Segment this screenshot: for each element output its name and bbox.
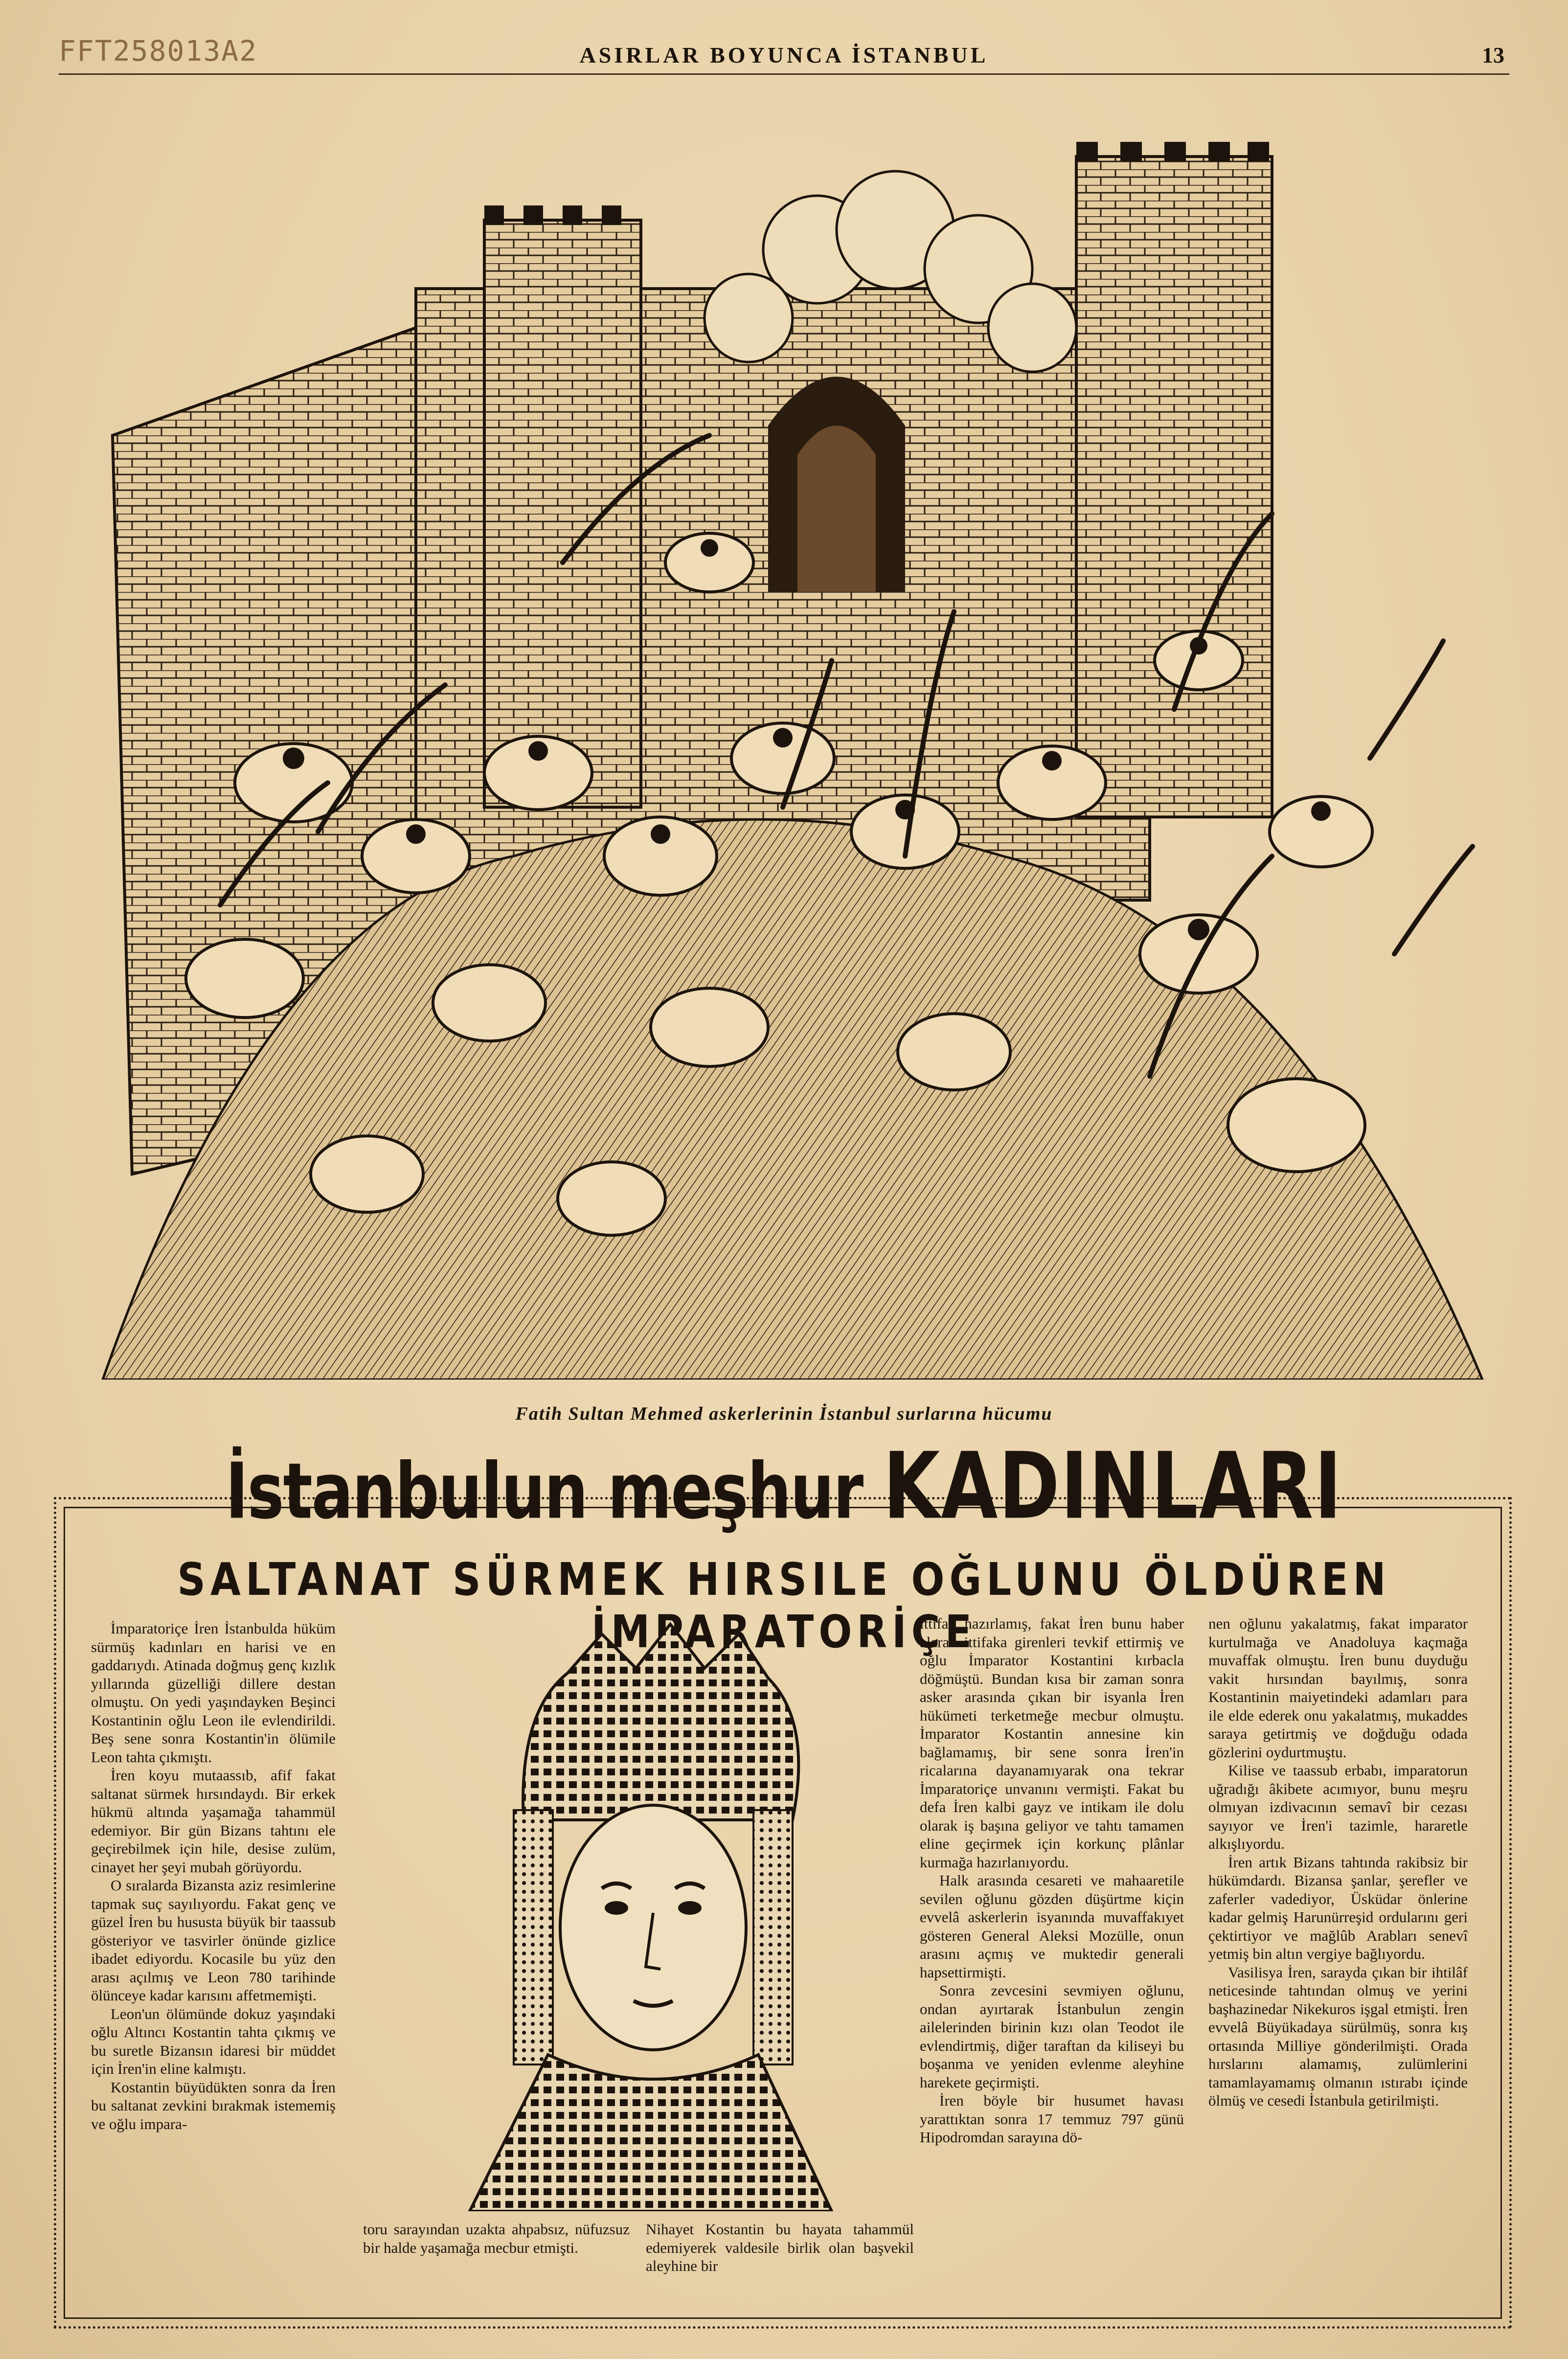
- paragraph: Sonra zevcesini sevmiyen oğlunu, ondan ayırtarak İstanbulun zengin ailelerinden birinin kızı olan Teodot ile evlendirtmiş, diğer taraftan da kiliseyi bu boşanma ve yeniden evlenme aleyhine harekete geçirmişti.: [920, 1982, 1184, 2091]
- article-column-1: [91, 1619, 336, 2133]
- article-banner: [0, 1433, 1568, 1540]
- paragraph: Vasilisya İren, sarayda çıkan bir ihtilâf neticesinde tahtından olmuş ve yerini başhazinedar Nikekuros işgal etmişti. İren evvelâ Büyükadaya sürülmüş, sonra kış ortasında Milliye gönderilmişti. Orada hırslarını alamamış, zulümlerini tamamlayamamış olmanın ıstırabı içinde ölmüş ve cesedi İstanbula getirilmişti.: [1208, 1963, 1468, 2109]
- banner-prefix: İstanbulun meşhur: [225, 1446, 884, 1536]
- paragraph: İmparatoriçe İren İstanbulda hüküm sürmüş kadınları en harisi ve en gaddarıydı. Atinada doğmuş genç kızlık yıllarında güzelliği dillere destan olmuştu. On yedi yaşındayken Beşinci Kostantinin oğlu Leon ile evlendirildi. Beş sene sonra Kostantin'in ölümile Leon tahta çıkmıştı.: [91, 1620, 336, 1766]
- article-column-2: [920, 1614, 1184, 2147]
- header-rule: [59, 73, 1509, 75]
- running-head: ASIRLAR BOYUNCA İSTANBUL: [579, 43, 989, 68]
- article-column-3: [1208, 1614, 1468, 2110]
- siege-illustration: [73, 122, 1492, 1380]
- article-continuation-a: toru sarayından uzakta ahpabsız, nüfuzsuz bir halde yaşamağa mecbur etmişti.: [363, 2221, 630, 2256]
- banner-emphasis: KADINLARI: [883, 1433, 1343, 1540]
- page-number: 13: [1482, 43, 1504, 68]
- paragraph: ittifak hazırlamış, fakat İren bunu haber alarak ittifaka girenleri tevkif ettirmiş ve oğlu İmparator Kostantini kırbacla döğmüştü. Bundan kısa bir zaman sonra asker arasında çıkan bir isyanla İren hükümeti terketmeğe mecbur olmuştu. İmparator Kostantin annesine kin bağlamamış, bir sene sonra İren'in ricalarına dayanamıyarak ona tekrar İmparatoriçe unvanını vermişti. Fakat bu defa İren kalbi gayz ve intikam ile dolu olarak iş başına geliyor ve tahtı tamamen eline geçirmek için korkunç plânlar kurmağa hazırlanıyordu.: [920, 1615, 1184, 1871]
- empress-portrait: [440, 1614, 861, 2211]
- paragraph: Kostantin büyüdükten sonra da İren bu saltanat zevkini bırakmak istememiş ve oğlu impara-: [91, 2078, 336, 2132]
- article-subtitle: SALTANAT SÜRMEK HIRSILE OĞLUNU ÖLDÜREN İMPARATORİÇE: [177, 1553, 1391, 1658]
- article-continuation-b: Nihayet Kostantin bu hayata tahammül edemiyerek valdesile birlik olan başvekil aleyhine bir: [646, 2221, 914, 2274]
- archive-code: FFT258013A2: [59, 34, 258, 68]
- paragraph: Halk arasında cesareti ve mahaaretile sevilen oğlunu gözden düşürtme kiçin evvelâ askerlerin isyanında muvaffakıyet gösteren General Aleksi Mozülle, onun arasını açmış ve muktedir generali hapsettirmişti.: [920, 1872, 1184, 1981]
- paragraph: O sıralarda Bizansta aziz resimlerine tapmak suç sayılıyordu. Fakat genç ve güzel İren bu hususta büyük bir taassub gösteriyor ve tasvirler önünde gizlice ibadet ediyordu. Kocasile bu yüz den arası açılmış ve Leon 780 tarihinde ölünceye kadar karısını affetmemişti.: [91, 1877, 336, 2004]
- paragraph: Leon'un ölümünde dokuz yaşındaki oğlu Altıncı Kostantin tahta çıkmış ve bu suretle Bizansın idaresi bir müddet için İren'in eline kalmıştı.: [91, 2005, 336, 2077]
- paragraph: İren böyle bir husumet havası yarattıktan sonra 17 temmuz 797 günü Hipodromdan sarayına dö-: [920, 2092, 1184, 2146]
- paragraph: Kilise ve taassub erbabı, imparatorun uğradığı âkibete acımıyor, bunu meşru olmıyan izdivacının semavî bir cezası sayıyor ve İren'i tazimle, hararetle alkışlıyordu.: [1208, 1762, 1468, 1852]
- paragraph: nen oğlunu yakalatmış, fakat imparator kurtulmağa ve Anadoluya kaçmağa muvaffak olmuştu. İren bunu duyduğu vakit hırsından bayılmış, sonra Kostantinin maiyetindeki adamları para ile elde ederek onu yakalatmış, mukaddes saraya getirtmiş ve doğduğu odada gözlerini oydurtmuştu.: [1208, 1615, 1468, 1761]
- paragraph: İren artık Bizans tahtında rakibsiz bir hükümdardı. Bizansa şanlar, şerefler ve zaferler vadediyor, Üsküdar önlerine kadar gelmiş Harunürreşid ordularını geri çektirtiyor ve mağlûb Arabları senevî yetmiş bin altın vergiye bağlıyordu.: [1208, 1853, 1468, 1962]
- empress-irene-mosaic-icon: [440, 1614, 861, 2211]
- siege-engraving-icon: [73, 122, 1492, 1380]
- paragraph: İren koyu mutaassıb, afif fakat saltanat sürmek hırsındaydı. Bir erkek hükmü altında yaşamağa tahammül edemiyor. Bir gün Bizans tahtını ele geçirebilmek için hile, desise zulüm, cinayet her şeyi mubah görüyordu.: [91, 1767, 336, 1876]
- illustration-caption: Fatih Sultan Mehmed askerlerinin İstanbul surlarına hücumu: [515, 1404, 1053, 1424]
